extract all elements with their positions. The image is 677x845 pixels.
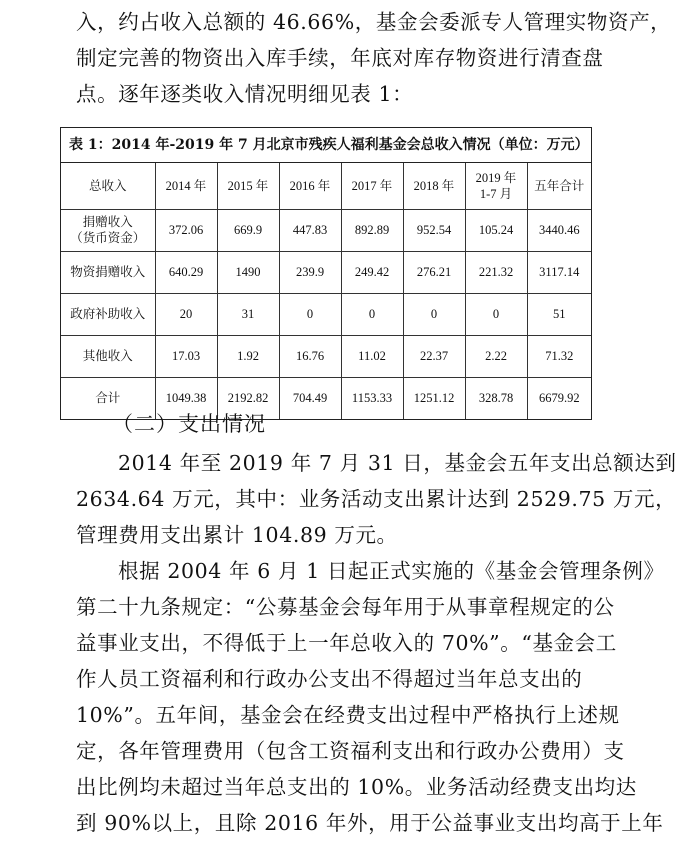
income-table-grid [61, 163, 591, 419]
table-cell: 0 [279, 293, 341, 335]
table-cell: 6679.92 [527, 377, 591, 419]
table-cell: 0 [403, 293, 465, 335]
table-cell: 1251.12 [403, 377, 465, 419]
table-cell: 2192.82 [217, 377, 279, 419]
cell-text: 2016 年 [289, 178, 331, 193]
table-cell: 105.24 [465, 209, 527, 251]
table-cell: 71.32 [527, 335, 591, 377]
table-cell: 447.83 [279, 209, 341, 251]
cell-text: 2018 年 [413, 178, 455, 193]
table-row [61, 335, 591, 377]
cell-text: 捐赠收入 [82, 215, 133, 229]
table-cell [217, 163, 279, 209]
table-cell: 276.21 [403, 251, 465, 293]
table-cell: 1490 [217, 251, 279, 293]
table-row [61, 293, 591, 335]
table-cell [61, 251, 155, 293]
table-cell [61, 209, 155, 251]
table-cell [155, 163, 217, 209]
table-cell [527, 163, 591, 209]
cell-text: 总收入 [88, 178, 127, 193]
table-cell: 3440.46 [527, 209, 591, 251]
cell-text: 其他收入 [82, 349, 133, 363]
table-cell [403, 163, 465, 209]
table-cell: 892.89 [341, 209, 403, 251]
text-line: 到 90%以上，且除 2016 年外，用于公益事业支出均高于上年 [76, 811, 664, 835]
text-line: 定，各年管理费用（包含工资福利支出和行政办公费用）支 [76, 739, 625, 763]
text-line: 点。逐年逐类收入情况明细见表 1： [76, 82, 414, 106]
cell-text: 1-7 月 [479, 186, 513, 201]
table-cell: 221.32 [465, 251, 527, 293]
table-cell [279, 163, 341, 209]
table-title: 表 1：2014 年-2019 年 7 月北京市残疾人福利基金会总收入情况（单位：万元） [61, 128, 591, 163]
text-line: 根据 2004 年 6 月 1 日起正式实施的《基金会管理条例》 [118, 559, 665, 583]
table-cell: 22.37 [403, 335, 465, 377]
expenditure-paragraph [76, 445, 677, 553]
table-cell: 51 [527, 293, 591, 335]
cell-text: 2017 年 [351, 178, 393, 193]
text-line: 2014 年至 2019 年 7 月 31 日，基金会五年支出总额达到 [118, 451, 677, 475]
text-line: 出比例均未超过当年总支出的 10%。业务活动经费支出均达 [76, 775, 637, 799]
cell-text: 2014 年 [165, 178, 207, 193]
table-cell: 0 [465, 293, 527, 335]
table-cell: 20 [155, 293, 217, 335]
text-line: 制定完善的物资出入库手续，年底对库存物资进行清查盘 [76, 46, 604, 70]
text-line: 入，约占收入总额的 46.66%，基金会委派专人管理实物资产， [76, 10, 672, 34]
table-cell [61, 163, 155, 209]
cell-text: 五年合计 [534, 178, 585, 193]
table-cell: 249.42 [341, 251, 403, 293]
text-line: 益事业支出，不得低于上一年总收入的 70%”。“基金会工 [76, 631, 617, 655]
table-cell [341, 163, 403, 209]
table-cell: 640.29 [155, 251, 217, 293]
cell-text: 2015 年 [227, 178, 269, 193]
table-cell: 16.76 [279, 335, 341, 377]
table-cell: 3117.14 [527, 251, 591, 293]
table-row [61, 251, 591, 293]
text-line: 作人员工资福利和行政办公支出不得超过当年总支出的 [76, 667, 583, 691]
intro-paragraph [76, 4, 672, 112]
table-cell: 952.54 [403, 209, 465, 251]
table-cell: 11.02 [341, 335, 403, 377]
text-line: 10%”。五年间，基金会在经费支出过程中严格执行上述规 [76, 703, 620, 727]
table-cell: 239.9 [279, 251, 341, 293]
table-header-row [61, 163, 591, 209]
table-cell: 1153.33 [341, 377, 403, 419]
cell-text: 物资捐赠收入 [70, 265, 146, 279]
table-cell: 1.92 [217, 335, 279, 377]
table-cell: 31 [217, 293, 279, 335]
income-table [60, 127, 592, 420]
table-cell: 0 [341, 293, 403, 335]
table-cell [61, 335, 155, 377]
table-cell: 2.22 [465, 335, 527, 377]
text-line: 2634.64 万元，其中：业务活动支出累计达到 2529.75 万元， [76, 487, 677, 511]
cell-text: 2019 年 [475, 170, 517, 185]
text-line: 管理费用支出累计 104.89 万元。 [76, 523, 398, 547]
table-cell: 372.06 [155, 209, 217, 251]
text-line: 第二十九条规定：“公募基金会每年用于从事章程规定的公 [76, 595, 615, 619]
table-cell [61, 293, 155, 335]
table-cell: 1049.38 [155, 377, 217, 419]
table-cell: 17.03 [155, 335, 217, 377]
section-heading: （二）支出情况 [112, 412, 266, 436]
table-cell: 669.9 [217, 209, 279, 251]
cell-text: 合计 [95, 391, 121, 406]
regulation-paragraph [76, 553, 665, 841]
table-cell: 704.49 [279, 377, 341, 419]
table-row [61, 209, 591, 251]
cell-text: （货币资金） [70, 231, 146, 245]
cell-text: 政府补助收入 [70, 307, 146, 321]
table-cell: 328.78 [465, 377, 527, 419]
table-cell [465, 163, 527, 209]
